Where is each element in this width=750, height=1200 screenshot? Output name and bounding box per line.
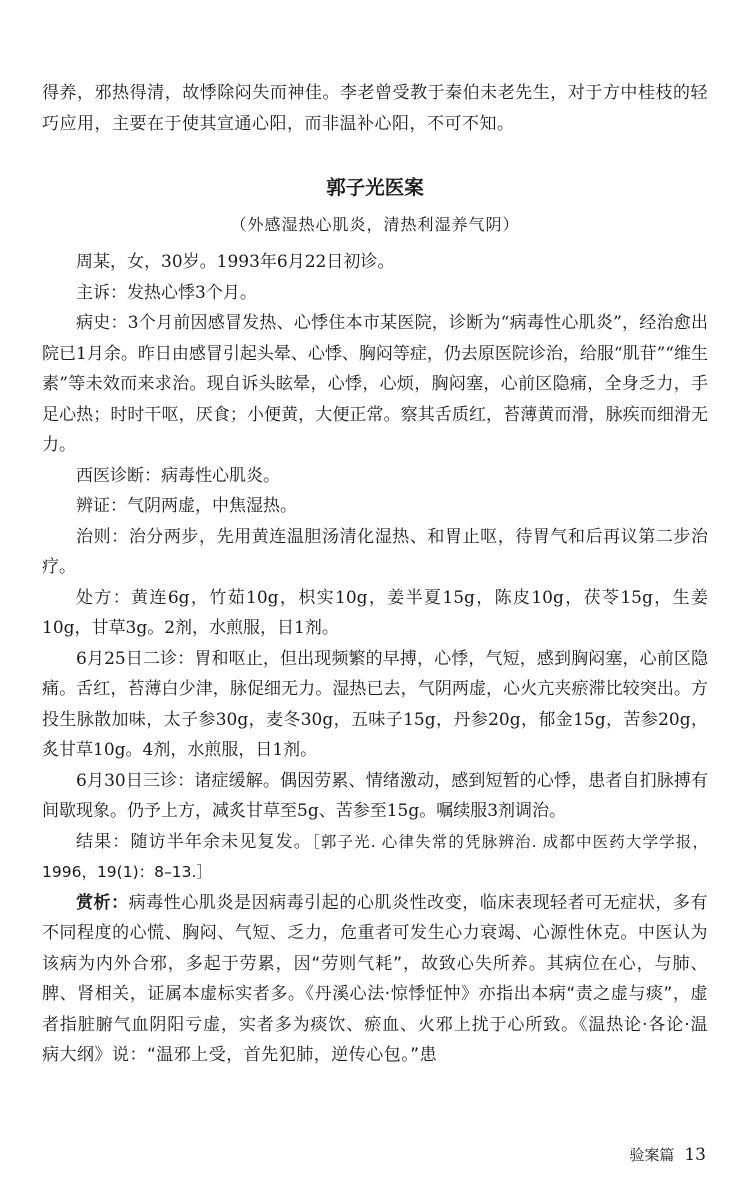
second-visit: 6月25日二诊：胃和呕止，但出现频繁的早搏，心悸，气短，感到胸闷塞，心前区隐痛。舌红，苔薄白少津，脉促细无力。湿热已去，气阴两虚，心火亢夹瘀滞比较突出。方投生脉散加味，太子参30g，麦冬30g，五味子15g，丹参20g，郁金15g，苦参20g，炙甘草10g。4剂，水煎服，日1剂。 — [42, 648, 708, 760]
case-title: 郭子光医案 — [326, 176, 424, 199]
commentary-label: 赏析： — [76, 892, 129, 913]
western-diagnosis: 西医诊断：病毒性心肌炎。 — [76, 465, 280, 486]
case-subtitle: （外感湿热心肌炎，清热利湿养气阴） — [230, 215, 520, 234]
page-number: 13 — [684, 1145, 706, 1165]
result-reference: ［郭子光. 心律失常的凭脉辨治. 成都中医药大学学报，1996，19(1)：8–13.］ — [42, 832, 709, 881]
chief-complaint: 主诉：发热心悸3个月。 — [76, 282, 257, 303]
prescription: 处方：黄连6g，竹茹10g，枳实10g，姜半夏15g，陈皮10g，茯苓15g，生姜10g，甘草3g。2剂，水煎服，日1剂。 — [42, 587, 708, 638]
footer-section: 验案篇 — [629, 1146, 675, 1164]
patient-info: 周某，女，30岁。1993年6月22日初诊。 — [76, 252, 395, 272]
treatment-principle: 治则：治分两步，先用黄连温胆汤清化湿热、和胃止呕，待胃气和后再议第二步治疗。 — [42, 526, 708, 577]
page-body — [42, 78, 708, 1071]
medical-history: 病史：3个月前因感冒发热、心悸住本市某医院，诊断为“病毒性心肌炎”，经治愈出院已1月余。昨日由感冒引起头晕、心悸、胸闷等症，仍去原医院诊治，给服“肌苷”“维生素”等未效而来求治。现自诉头眩晕，心悸，心烦，胸闷塞，心前区隐痛，全身乏力，手足心热；时时干呕，厌食；小便黄，大便正常。察其舌质红，苔薄黄而滑，脉疾而细滑无力。 — [42, 313, 708, 455]
commentary-paragraph — [42, 888, 708, 1071]
result-text: 结果：随访半年余未见复发。 — [76, 831, 312, 852]
page-footer — [629, 1144, 706, 1165]
third-visit: 6月30日三诊：诸症缓解。偶因劳累、情绪激动，感到短暂的心悸，患者自扪脉搏有间歇现象。仍予上方，减炙甘草至5g、苦参至15g。嘱续服3剂调治。 — [42, 770, 708, 821]
commentary-text: 病毒性心肌炎是因病毒引起的心肌炎性改变，临床表现轻者可无症状，多有不同程度的心慌、胸闷、气短、乏力，危重者可发生心力衰竭、心源性休克。中医认为该病为内外合邪，多起于劳累，因“劳则气耗”，故致心失所养。其病位在心，与肺、脾、肾相关，证属本虚标实者多。《丹溪心法·惊悸怔忡》亦指出本病“责之虚与痰”，虚者指脏腑气血阴阳亏虚，实者多为痰饮、瘀血、火邪上扰于心所致。《温热论·各论·温病大纲》说：“温邪上受，首先犯肺，逆传心包。”患 — [42, 892, 708, 1065]
intro-paragraph: 得养，邪热得清，故悸除闷失而神佳。李老曾受教于秦伯未老先生，对于方中桂枝的轻巧应用，主要在于使其宣通心阳，而非温补心阳，不可不知。 — [42, 83, 708, 134]
result-paragraph — [42, 827, 708, 888]
syndrome-differentiation: 辨证：气阴两虚，中焦湿热。 — [76, 496, 297, 516]
